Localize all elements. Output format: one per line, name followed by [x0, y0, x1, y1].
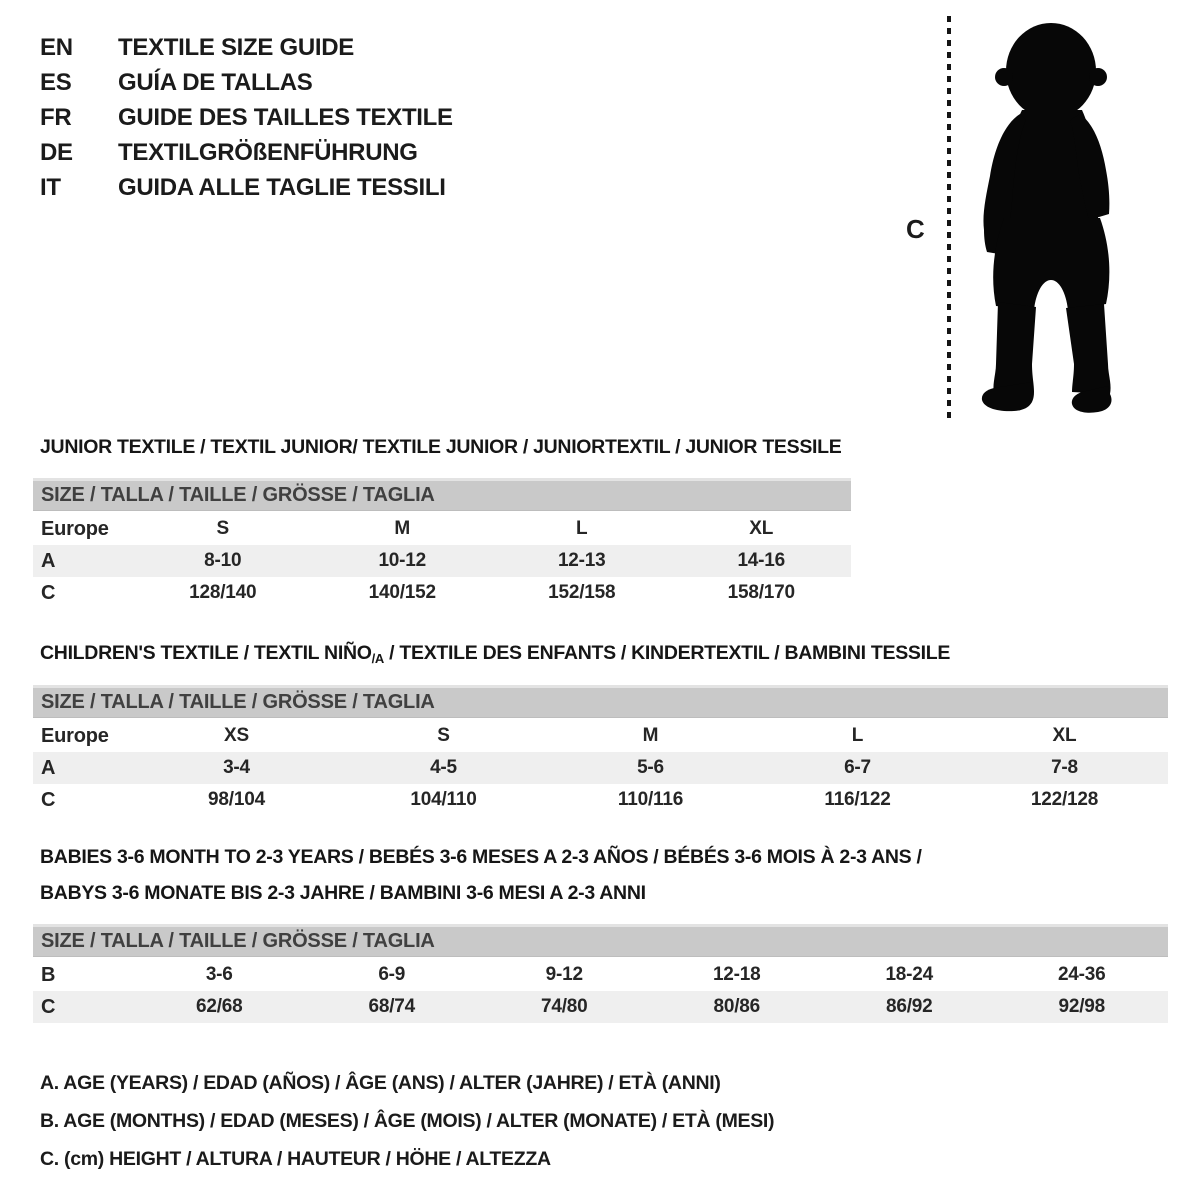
- cell-value: 6-7: [844, 757, 871, 778]
- junior-size-table: [33, 478, 851, 609]
- junior-section-title: JUNIOR TEXTILE / TEXTIL JUNIOR/ TEXTILE JUNIOR / JUNIORTEXTIL / JUNIOR TESSILE: [40, 436, 842, 458]
- children-section-title: [40, 642, 950, 666]
- cell-value: 92/98: [1058, 996, 1106, 1017]
- size-column: M: [394, 518, 411, 539]
- cell-value: 5-6: [637, 757, 664, 778]
- table-row: [33, 991, 1168, 1023]
- children-title-subscript: /A: [371, 651, 385, 666]
- cell-value: 14-16: [737, 550, 786, 571]
- table-header-bar: SIZE / TALLA / TAILLE / GRÖSSE / TAGLIA: [33, 685, 1168, 718]
- table-row: [33, 959, 1168, 991]
- cell-value: 74/80: [540, 996, 588, 1017]
- cell-value: 3-6: [205, 964, 233, 985]
- language-row-it: [40, 170, 453, 205]
- cell-value: 122/128: [1030, 789, 1099, 810]
- language-title: GUIDE DES TAILLES TEXTILE: [118, 103, 453, 131]
- measurement-legend: [40, 1064, 774, 1178]
- language-title: TEXTILE SIZE GUIDE: [118, 33, 354, 61]
- cell-value: 3-4: [223, 757, 250, 778]
- cell-value: 116/122: [824, 789, 891, 810]
- cell-value: 98/104: [208, 789, 265, 810]
- language-row-es: [40, 65, 453, 100]
- children-title-post: / TEXTILE DES ENFANTS / KINDERTEXTIL / BAMBINI TESSILE: [384, 642, 951, 664]
- language-code: IT: [40, 173, 61, 201]
- size-column: XS: [224, 725, 249, 746]
- cell-value: 4-5: [430, 757, 457, 778]
- cell-value: 80/86: [713, 996, 761, 1017]
- size-column: XL: [749, 518, 774, 539]
- babies-size-table: [33, 924, 1168, 1023]
- row-label: A: [41, 756, 56, 779]
- legend-line-c: C. (cm) HEIGHT / ALTURA / HAUTEUR / HÖHE / ALTEZZA: [40, 1147, 551, 1170]
- cell-value: 12-18: [712, 964, 761, 985]
- height-measure-dashed-line: [947, 16, 951, 418]
- size-column: XL: [1052, 725, 1077, 746]
- table-row: [33, 577, 851, 609]
- babies-section-title-line2: BABYS 3-6 MONATE BIS 2-3 JAHRE / BAMBINI 3-6 MESI A 2-3 ANNI: [40, 882, 646, 904]
- cell-value: 104/110: [410, 789, 477, 810]
- cell-value: 10-12: [378, 550, 427, 571]
- cell-value: 140/152: [368, 582, 436, 603]
- children-title-pre: CHILDREN'S TEXTILE / TEXTIL NIÑO: [40, 642, 372, 664]
- size-column: L: [851, 725, 864, 746]
- table-row: [33, 752, 1168, 784]
- language-title: GUÍA DE TALLAS: [118, 68, 313, 96]
- table-columns-row: [33, 720, 1168, 752]
- size-column: M: [642, 725, 659, 746]
- size-column: S: [216, 518, 229, 539]
- toddler-silhouette-icon: [958, 14, 1140, 416]
- table-row: [33, 784, 1168, 816]
- legend-line-b: B. AGE (MONTHS) / EDAD (MESES) / ÂGE (MOIS) / ALTER (MONATE) / ETÀ (MESI): [40, 1109, 775, 1132]
- cell-value: 68/74: [368, 996, 416, 1017]
- size-column: L: [576, 518, 588, 539]
- table-row: [33, 545, 851, 577]
- babies-section-title-line1: BABIES 3-6 MONTH TO 2-3 YEARS / BEBÉS 3-6 MESES A 2-3 AÑOS / BÉBÉS 3-6 MOIS À 2-3 ANS /: [40, 846, 922, 868]
- cell-value: 24-36: [1057, 964, 1106, 985]
- table-columns-row: [33, 513, 851, 545]
- language-list: [40, 30, 453, 205]
- row-label: C: [41, 788, 56, 811]
- cell-value: 152/158: [548, 582, 616, 603]
- cell-value: 8-10: [204, 550, 242, 571]
- cell-value: 158/170: [727, 582, 795, 603]
- cell-value: 86/92: [885, 996, 933, 1017]
- region-label: Europe: [41, 517, 109, 540]
- language-code: EN: [40, 33, 73, 61]
- children-size-table: [33, 685, 1168, 816]
- legend-line-a: A. AGE (YEARS) / EDAD (AÑOS) / ÂGE (ANS) / ALTER (JAHRE) / ETÀ (ANNI): [40, 1071, 721, 1094]
- cell-value: 12-13: [557, 550, 606, 571]
- language-row-de: [40, 135, 453, 170]
- language-row-en: [40, 30, 453, 65]
- cell-value: 7-8: [1051, 757, 1078, 778]
- row-label: C: [41, 995, 56, 1018]
- row-label: A: [41, 549, 56, 572]
- cell-value: 62/68: [195, 996, 243, 1017]
- table-header-bar: SIZE / TALLA / TAILLE / GRÖSSE / TAGLIA: [33, 478, 851, 511]
- size-column: S: [437, 725, 450, 746]
- language-title: GUIDA ALLE TAGLIE TESSILI: [118, 173, 446, 201]
- cell-value: 6-9: [378, 964, 406, 985]
- cell-value: 110/116: [617, 789, 684, 810]
- language-code: FR: [40, 103, 72, 131]
- region-label: Europe: [41, 724, 109, 747]
- height-measure-label: C: [906, 214, 925, 244]
- language-row-fr: [40, 100, 453, 135]
- cell-value: 9-12: [545, 964, 583, 985]
- row-label: B: [41, 963, 56, 986]
- cell-value: 128/140: [189, 582, 257, 603]
- table-header-bar: SIZE / TALLA / TAILLE / GRÖSSE / TAGLIA: [33, 924, 1168, 957]
- language-title: TEXTILGRÖßENFÜHRUNG: [118, 138, 418, 166]
- language-code: DE: [40, 138, 73, 166]
- row-label: C: [41, 581, 56, 604]
- cell-value: 18-24: [885, 964, 934, 985]
- language-code: ES: [40, 68, 72, 96]
